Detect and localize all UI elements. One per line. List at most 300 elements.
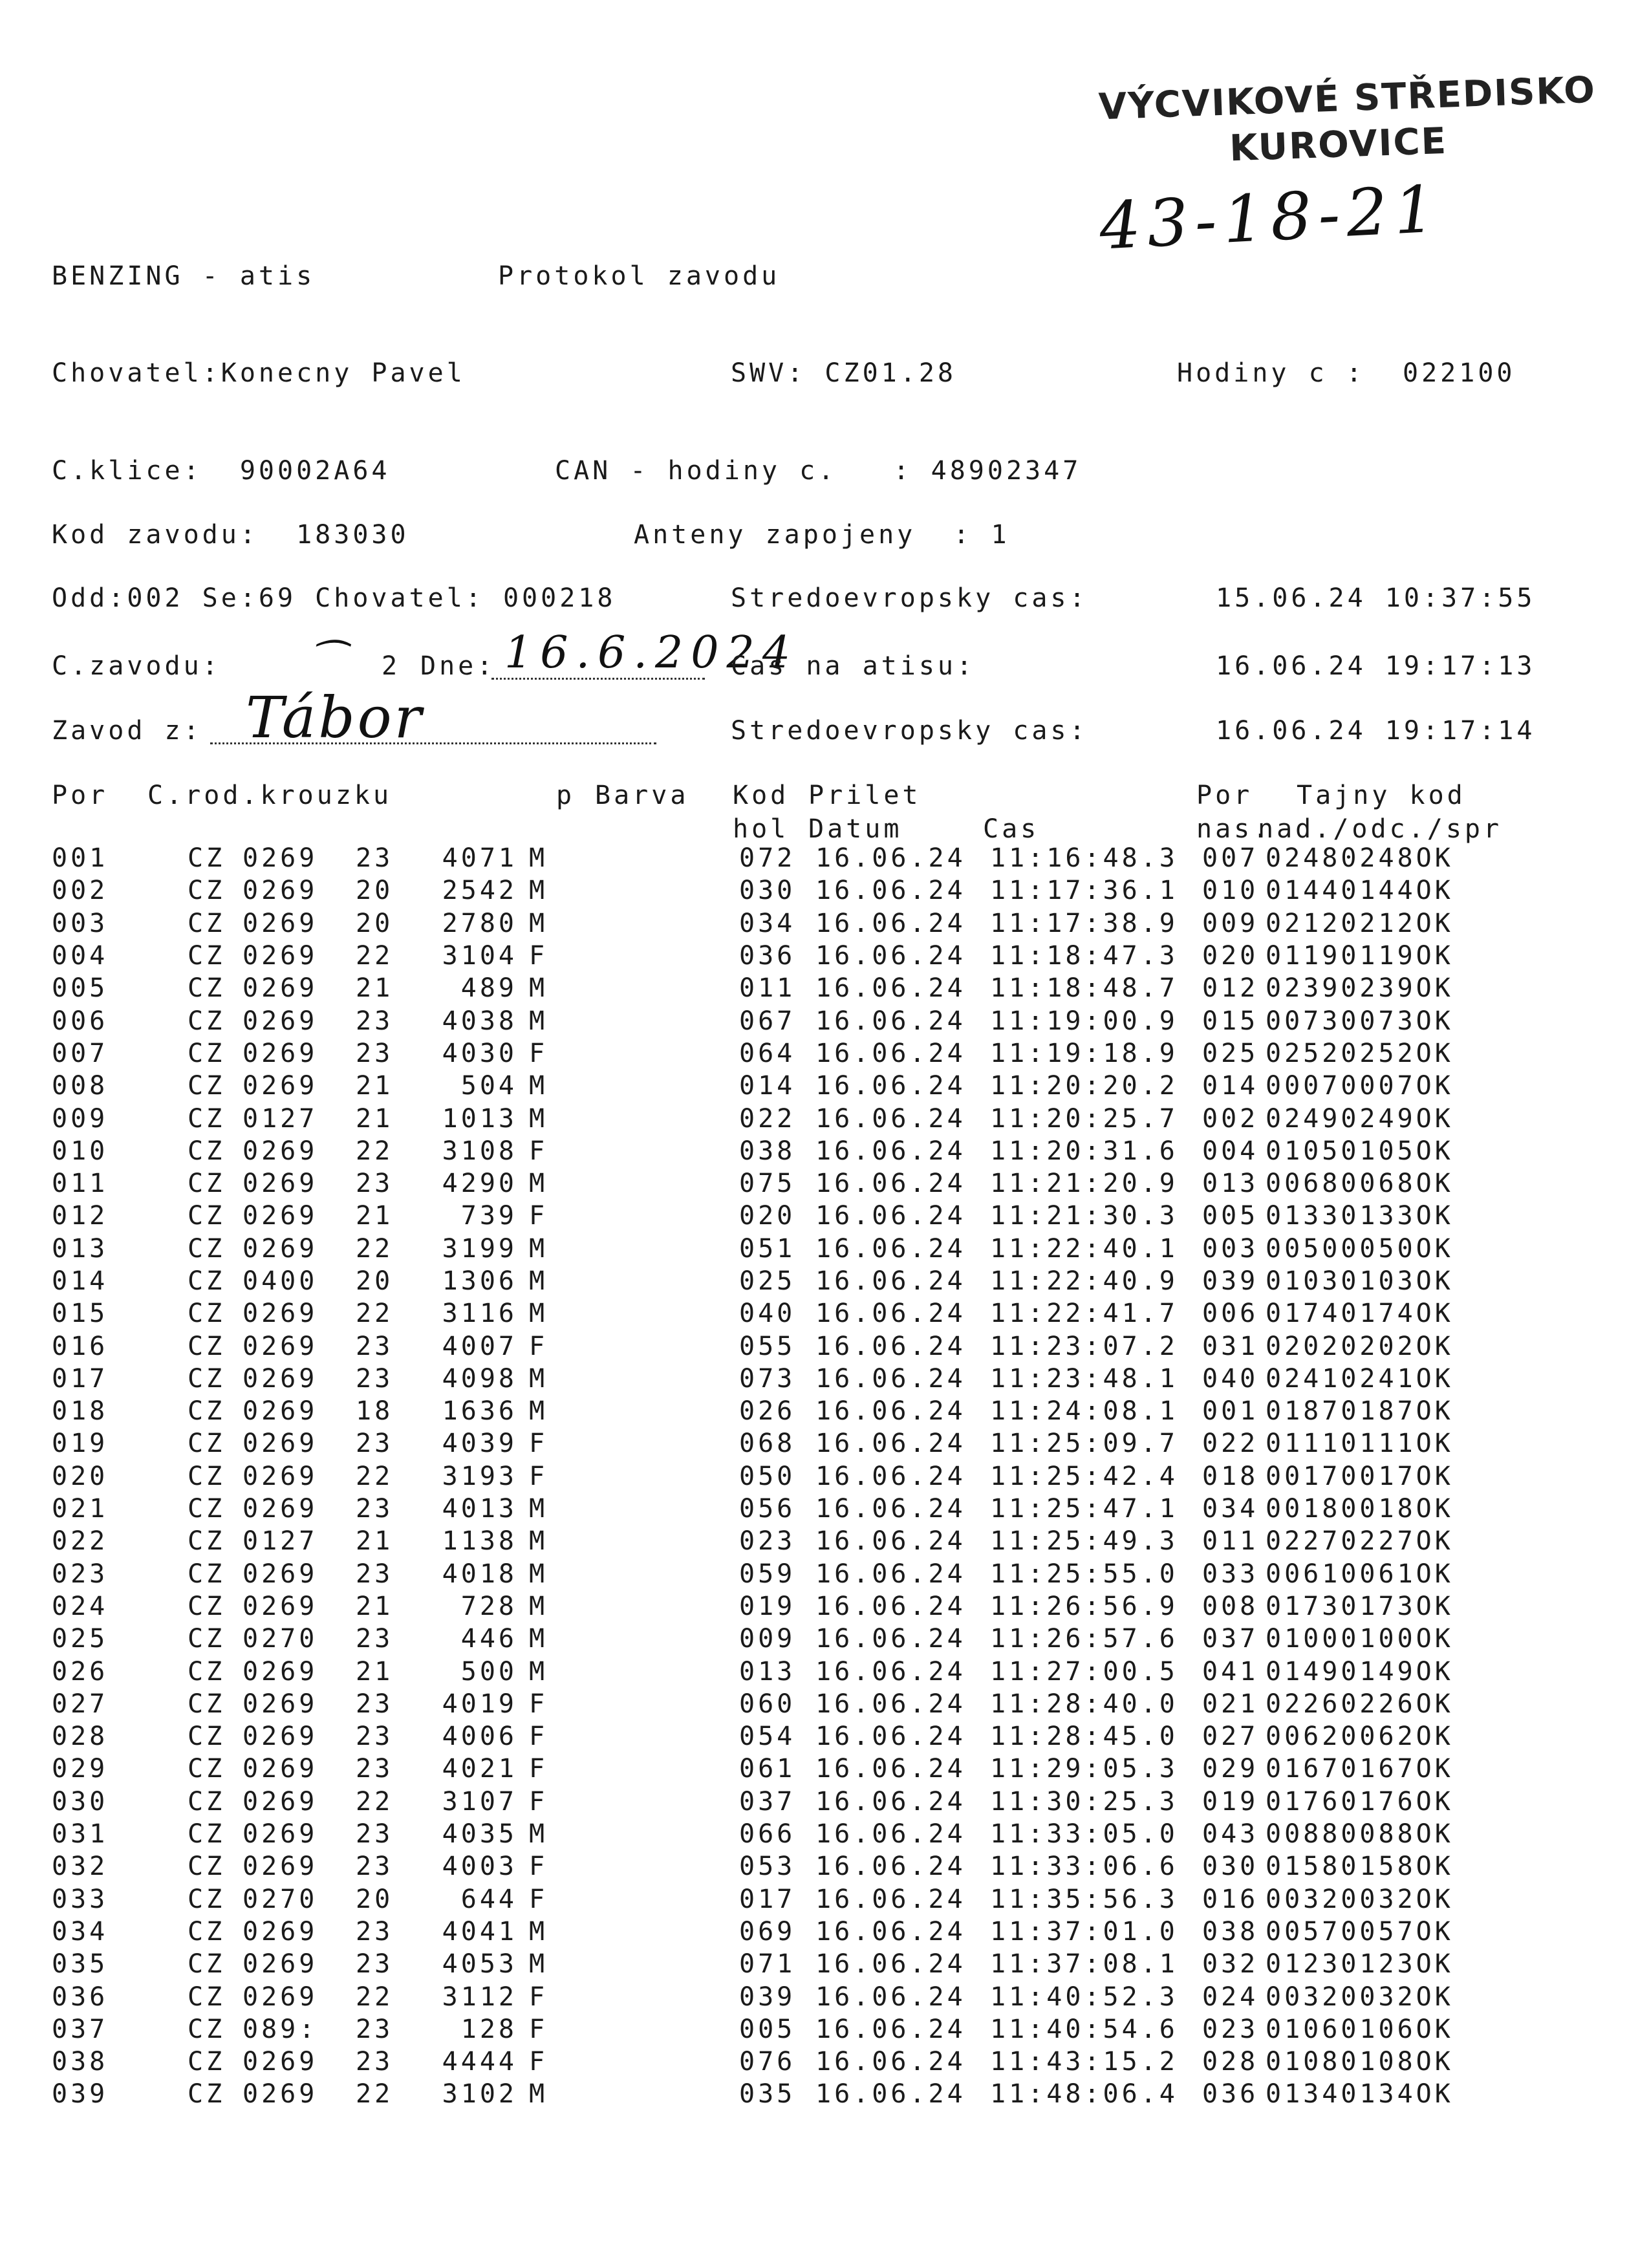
sex: F — [529, 1201, 548, 1231]
table-row — [52, 907, 1468, 940]
ring-number: 3112 — [442, 1982, 517, 2012]
loft-code: 009 — [739, 1624, 796, 1654]
results-body — [52, 842, 1468, 2111]
arrival-time: 11:25:47.1 — [990, 1494, 1178, 1524]
loft-code: 020 — [739, 1201, 796, 1231]
check-status: OK — [1416, 1754, 1454, 1784]
check-status: OK — [1416, 1363, 1454, 1394]
secret-code-basketing: 0149 — [1266, 1656, 1341, 1687]
ring-number: 4019 — [442, 1689, 517, 1719]
check-status: OK — [1416, 1852, 1454, 1882]
secret-code-basketing: 0073 — [1266, 1006, 1341, 1036]
row-position: 009 — [52, 1103, 109, 1134]
secret-code-basketing: 0017 — [1266, 1461, 1341, 1491]
loft-code: 017 — [739, 1884, 796, 1914]
ring-year: 22 — [356, 1786, 394, 1817]
ring-club-code: 0269 — [242, 1299, 318, 1329]
loft-code: 061 — [739, 1754, 796, 1784]
ring-club-code: 0269 — [242, 2047, 318, 2077]
secret-code-basketing: 0133 — [1266, 1201, 1341, 1231]
loft-code: 068 — [739, 1429, 796, 1459]
check-status: OK — [1416, 1656, 1454, 1687]
document-title: Protokol zavodu — [498, 261, 781, 291]
ring-number: 4444 — [442, 2047, 517, 2077]
row-position: 011 — [52, 1169, 109, 1199]
arrival-date: 16.06.24 — [815, 2047, 966, 2077]
secret-code-reading: 0123 — [1341, 1949, 1416, 1980]
arrival-time: 11:40:52.3 — [990, 1982, 1178, 2012]
table-row — [52, 1363, 1468, 1395]
ring-year: 21 — [356, 1201, 394, 1231]
basket-position: 005 — [1202, 1201, 1259, 1231]
organization-info: Odd:002 Se:69 Chovatel: 000218 — [52, 583, 616, 613]
basket-position: 021 — [1202, 1689, 1259, 1719]
arrival-date: 16.06.24 — [815, 1461, 966, 1491]
loft-code: 039 — [739, 1982, 796, 2012]
col-header-ring: C.rod.krouzku — [147, 781, 393, 810]
ring-number: 4098 — [442, 1363, 517, 1394]
basket-position: 010 — [1202, 876, 1259, 906]
sex: M — [529, 1916, 548, 1947]
ring-number: 4039 — [442, 1429, 517, 1459]
ring-year: 22 — [356, 1982, 394, 2012]
secret-code-basketing: 0239 — [1266, 973, 1341, 1004]
sex: M — [529, 1103, 548, 1134]
secret-code-basketing: 0088 — [1266, 1819, 1341, 1850]
ring-year: 23 — [356, 1949, 394, 1980]
ring-club-code: 0269 — [242, 1982, 318, 2012]
loft-code: 051 — [739, 1233, 796, 1264]
arrival-date: 16.06.24 — [815, 843, 966, 874]
row-position: 007 — [52, 1038, 109, 1068]
arrival-date: 16.06.24 — [815, 1331, 966, 1361]
ring-country: CZ — [188, 1071, 226, 1101]
secret-code-basketing: 0249 — [1266, 1103, 1341, 1134]
system-name: BENZING - atis — [52, 261, 316, 291]
table-row — [52, 1070, 1468, 1102]
arrival-time: 11:25:42.4 — [990, 1461, 1178, 1491]
ring-year: 22 — [356, 941, 394, 971]
loft-code: 013 — [739, 1656, 796, 1687]
arrival-date: 16.06.24 — [815, 1852, 966, 1882]
row-position: 005 — [52, 973, 109, 1004]
row-position: 016 — [52, 1331, 109, 1361]
basket-position: 028 — [1202, 2047, 1259, 2077]
secret-code-reading: 0106 — [1341, 2014, 1416, 2044]
ring-country: CZ — [188, 1331, 226, 1361]
basket-position: 018 — [1202, 1461, 1259, 1491]
arrival-date: 16.06.24 — [815, 1526, 966, 1557]
table-row — [52, 842, 1468, 874]
ring-country: CZ — [188, 1884, 226, 1914]
ring-club-code: 0269 — [242, 1722, 318, 1752]
swv-version: SWV: CZ01.28 — [731, 358, 956, 388]
ring-number: 3102 — [442, 2079, 517, 2110]
row-position: 034 — [52, 1916, 109, 1947]
basket-position: 038 — [1202, 1916, 1259, 1947]
organization-stamp — [1098, 69, 1599, 175]
sex: M — [529, 1299, 548, 1329]
loft-code: 038 — [739, 1136, 796, 1166]
arrival-date: 16.06.24 — [815, 1786, 966, 1817]
loft-code: 053 — [739, 1852, 796, 1882]
handwritten-release-place: Tábor — [246, 684, 424, 751]
ring-number: 1306 — [442, 1266, 517, 1296]
arrival-date: 16.06.24 — [815, 1982, 966, 2012]
basket-position: 023 — [1202, 2014, 1259, 2044]
basket-position: 025 — [1202, 1038, 1259, 1068]
row-position: 010 — [52, 1136, 109, 1166]
secret-code-reading: 0061 — [1341, 1559, 1416, 1589]
arrival-date: 16.06.24 — [815, 1136, 966, 1166]
secret-code-reading: 0202 — [1341, 1331, 1416, 1361]
ring-year: 18 — [356, 1396, 394, 1427]
table-row — [52, 1688, 1468, 1720]
secret-code-reading: 0073 — [1341, 1006, 1416, 1036]
ring-club-code: 0269 — [242, 1006, 318, 1036]
secret-code-reading: 0057 — [1341, 1916, 1416, 1947]
race-number-label: C.zavodu: — [52, 651, 221, 681]
secret-code-basketing: 0187 — [1266, 1396, 1341, 1427]
arrival-date: 16.06.24 — [815, 1071, 966, 1101]
secret-code-reading: 0174 — [1341, 1299, 1416, 1329]
ring-year: 20 — [356, 1884, 394, 1914]
row-position: 037 — [52, 2014, 109, 2044]
arrival-date: 16.06.24 — [815, 1916, 966, 1947]
row-position: 031 — [52, 1819, 109, 1850]
arrival-date: 16.06.24 — [815, 1429, 966, 1459]
row-position: 024 — [52, 1591, 109, 1621]
loft-code: 023 — [739, 1526, 796, 1557]
row-position: 028 — [52, 1722, 109, 1752]
ring-country: CZ — [188, 1363, 226, 1394]
table-row — [52, 1655, 1468, 1687]
arrival-time: 11:19:18.9 — [990, 1038, 1178, 1068]
loft-code: 014 — [739, 1071, 796, 1101]
ring-number: 644 — [460, 1884, 517, 1914]
secret-code-basketing: 0068 — [1266, 1169, 1341, 1199]
col-header-prilet: Prilet — [808, 781, 921, 810]
secret-code-reading: 0227 — [1341, 1526, 1416, 1557]
ring-year: 20 — [356, 908, 394, 938]
arrival-date: 16.06.24 — [815, 1689, 966, 1719]
table-row — [52, 1558, 1468, 1590]
arrival-date: 16.06.24 — [815, 1103, 966, 1134]
ring-year: 21 — [356, 1103, 394, 1134]
arrival-time: 11:28:45.0 — [990, 1722, 1178, 1752]
ring-club-code: 0269 — [242, 1949, 318, 1980]
clock-number: Hodiny c : 022100 — [1177, 358, 1516, 388]
row-position: 020 — [52, 1461, 109, 1491]
arrival-date: 16.06.24 — [815, 1949, 966, 1980]
ring-country: CZ — [188, 1266, 226, 1296]
loft-code: 071 — [739, 1949, 796, 1980]
table-row — [52, 1233, 1468, 1265]
loft-code: 026 — [739, 1396, 796, 1427]
sex: M — [529, 1819, 548, 1850]
basket-position: 031 — [1202, 1331, 1259, 1361]
ring-country: CZ — [188, 876, 226, 906]
ring-club-code: 0270 — [242, 1624, 318, 1654]
table-row — [52, 1167, 1468, 1200]
arrival-date: 16.06.24 — [815, 1754, 966, 1784]
table-row — [52, 1980, 1468, 2013]
secret-code-basketing: 0032 — [1266, 1884, 1341, 1914]
sex: F — [529, 1786, 548, 1817]
arrival-time: 11:27:00.5 — [990, 1656, 1178, 1687]
ring-number: 1013 — [442, 1103, 517, 1134]
loft-code: 030 — [739, 876, 796, 906]
sex: M — [529, 973, 548, 1004]
arrival-time: 11:20:20.2 — [990, 1071, 1178, 1101]
col-header-color: Barva — [595, 781, 689, 810]
ring-year: 20 — [356, 1266, 394, 1296]
arrival-time: 11:23:48.1 — [990, 1363, 1178, 1394]
ring-year: 21 — [356, 1526, 394, 1557]
secret-code-basketing: 0226 — [1266, 1689, 1341, 1719]
race-code: Kod zavodu: 183030 — [52, 520, 409, 550]
basket-position: 001 — [1202, 1396, 1259, 1427]
arrival-date: 16.06.24 — [815, 1656, 966, 1687]
breeder-name: Chovatel:Konecny Pavel — [52, 358, 466, 388]
basket-position: 043 — [1202, 1819, 1259, 1850]
row-position: 033 — [52, 1884, 109, 1914]
ring-number: 504 — [460, 1071, 517, 1101]
sex: F — [529, 2047, 548, 2077]
ring-club-code: 0127 — [242, 1526, 318, 1557]
ring-country: CZ — [188, 1299, 226, 1329]
arrival-date: 16.06.24 — [815, 1559, 966, 1589]
ring-club-code: 0269 — [242, 1071, 318, 1101]
check-status: OK — [1416, 2014, 1454, 2044]
ring-club-code: 0269 — [242, 1786, 318, 1817]
row-position: 004 — [52, 941, 109, 971]
sex: M — [529, 908, 548, 938]
secret-code-basketing: 0173 — [1266, 1591, 1341, 1621]
secret-code-reading: 0248 — [1341, 843, 1416, 874]
ring-year: 21 — [356, 1071, 394, 1101]
secret-code-basketing: 0144 — [1266, 876, 1341, 906]
secret-code-basketing: 0032 — [1266, 1982, 1341, 2012]
ring-club-code: 0269 — [242, 1169, 318, 1199]
basket-position: 039 — [1202, 1266, 1259, 1296]
basket-position: 020 — [1202, 941, 1259, 971]
ring-year: 23 — [356, 1169, 394, 1199]
arrival-time: 11:17:38.9 — [990, 908, 1178, 938]
check-status: OK — [1416, 2079, 1454, 2110]
secret-code-reading: 0007 — [1341, 1071, 1416, 1101]
row-position: 018 — [52, 1396, 109, 1427]
ring-number: 3104 — [442, 941, 517, 971]
secret-code-reading: 0241 — [1341, 1363, 1416, 1394]
ring-number: 4290 — [442, 1169, 517, 1199]
arrival-time: 11:16:48.3 — [990, 843, 1178, 874]
basket-position: 022 — [1202, 1429, 1259, 1459]
col-header-por: Por — [52, 781, 109, 810]
ring-number: 4007 — [442, 1331, 517, 1361]
row-position: 038 — [52, 2047, 109, 2077]
secret-code-basketing: 0252 — [1266, 1038, 1341, 1068]
ring-year: 23 — [356, 1429, 394, 1459]
arrival-time: 11:25:55.0 — [990, 1559, 1178, 1589]
secret-code-basketing: 0018 — [1266, 1494, 1341, 1524]
arrival-date: 16.06.24 — [815, 973, 966, 1004]
check-status: OK — [1416, 1624, 1454, 1654]
table-row — [52, 1623, 1468, 1655]
ring-number: 128 — [460, 2014, 517, 2044]
ring-country: CZ — [188, 973, 226, 1004]
ring-club-code: 0269 — [242, 1656, 318, 1687]
sex: F — [529, 1429, 548, 1459]
check-status: OK — [1416, 1591, 1454, 1621]
check-status: OK — [1416, 1038, 1454, 1068]
arrival-time: 11:33:06.6 — [990, 1852, 1178, 1882]
check-status: OK — [1416, 1689, 1454, 1719]
basket-position: 024 — [1202, 1982, 1259, 2012]
ring-country: CZ — [188, 2014, 226, 2044]
row-position: 030 — [52, 1786, 109, 1817]
arrival-time: 11:20:25.7 — [990, 1103, 1178, 1134]
ring-number: 4018 — [442, 1559, 517, 1589]
ring-country: CZ — [188, 1461, 226, 1491]
check-status: OK — [1416, 2047, 1454, 2077]
secret-code-basketing: 0100 — [1266, 1624, 1341, 1654]
ring-country: CZ — [188, 1201, 226, 1231]
ring-number: 4006 — [442, 1722, 517, 1752]
arrival-time: 11:25:49.3 — [990, 1526, 1178, 1557]
ring-number: 4003 — [442, 1852, 517, 1882]
basket-position: 027 — [1202, 1722, 1259, 1752]
secret-code-basketing: 0050 — [1266, 1233, 1341, 1264]
ring-number: 500 — [460, 1656, 517, 1687]
secret-code-reading: 0149 — [1341, 1656, 1416, 1687]
atis-time-value: 16.06.24 19:17:13 — [1216, 651, 1536, 681]
secret-code-reading: 0239 — [1341, 973, 1416, 1004]
ring-country: CZ — [188, 1786, 226, 1817]
table-row — [52, 1427, 1468, 1460]
basket-position: 034 — [1202, 1494, 1259, 1524]
basket-position: 002 — [1202, 1103, 1259, 1134]
sex: M — [529, 1494, 548, 1524]
table-row — [52, 972, 1468, 1004]
loft-code: 064 — [739, 1038, 796, 1068]
ring-country: CZ — [188, 1494, 226, 1524]
ring-club-code: 0269 — [242, 1494, 318, 1524]
loft-code: 059 — [739, 1559, 796, 1589]
table-row — [52, 1850, 1468, 1883]
secret-code-basketing: 0106 — [1266, 2014, 1341, 2044]
check-status: OK — [1416, 1071, 1454, 1101]
sex: M — [529, 1266, 548, 1296]
ring-year: 21 — [356, 1656, 394, 1687]
ring-country: CZ — [188, 1689, 226, 1719]
ring-year: 22 — [356, 2079, 394, 2110]
ring-year: 23 — [356, 1038, 394, 1068]
row-position: 008 — [52, 1071, 109, 1101]
secret-code-reading: 0017 — [1341, 1461, 1416, 1491]
loft-code: 011 — [739, 973, 796, 1004]
basket-position: 037 — [1202, 1624, 1259, 1654]
ring-year: 23 — [356, 2047, 394, 2077]
secret-code-basketing: 0061 — [1266, 1559, 1341, 1589]
row-position: 027 — [52, 1689, 109, 1719]
table-row — [52, 1135, 1468, 1167]
row-position: 021 — [52, 1494, 109, 1524]
basket-position: 029 — [1202, 1754, 1259, 1784]
loft-code: 040 — [739, 1299, 796, 1329]
check-status: OK — [1416, 1559, 1454, 1589]
arrival-time: 11:21:30.3 — [990, 1201, 1178, 1231]
check-status: OK — [1416, 1201, 1454, 1231]
col-header-date: Datum — [808, 814, 903, 844]
handwritten-race-date: 16.6.2024 — [504, 627, 799, 678]
basket-position: 033 — [1202, 1559, 1259, 1589]
basket-position: 013 — [1202, 1169, 1259, 1199]
arrival-time: 11:19:00.9 — [990, 1006, 1178, 1036]
ring-number: 4030 — [442, 1038, 517, 1068]
basket-position: 008 — [1202, 1591, 1259, 1621]
ring-year: 23 — [356, 1916, 394, 1947]
ring-country: CZ — [188, 2079, 226, 2110]
sex: F — [529, 1754, 548, 1784]
loft-code: 036 — [739, 941, 796, 971]
ring-club-code: 0269 — [242, 1136, 318, 1166]
ring-year: 21 — [356, 1591, 394, 1621]
ring-country: CZ — [188, 1949, 226, 1980]
table-row — [52, 1395, 1468, 1427]
arrival-time: 11:22:40.1 — [990, 1233, 1178, 1264]
ring-year: 23 — [356, 1363, 394, 1394]
ring-number: 4038 — [442, 1006, 517, 1036]
ring-country: CZ — [188, 1038, 226, 1068]
table-row — [52, 2013, 1468, 2046]
ring-country: CZ — [188, 1136, 226, 1166]
ring-country: CZ — [188, 1982, 226, 2012]
ring-country: CZ — [188, 1006, 226, 1036]
ring-club-code: 0269 — [242, 1754, 318, 1784]
arrival-time: 11:48:06.4 — [990, 2079, 1178, 2110]
sex: M — [529, 843, 548, 874]
row-position: 025 — [52, 1624, 109, 1654]
secret-code-basketing: 0167 — [1266, 1754, 1341, 1784]
basket-position: 036 — [1202, 2079, 1259, 2110]
row-position: 026 — [52, 1656, 109, 1687]
basket-position: 012 — [1202, 973, 1259, 1004]
ring-number: 489 — [460, 973, 517, 1004]
secret-code-reading: 0032 — [1341, 1884, 1416, 1914]
ring-number: 4021 — [442, 1754, 517, 1784]
table-row — [52, 1297, 1468, 1330]
ring-club-code: 0269 — [242, 1559, 318, 1589]
ring-number: 1138 — [442, 1526, 517, 1557]
sex: M — [529, 1656, 548, 1687]
table-row — [52, 1786, 1468, 1818]
ring-year: 22 — [356, 1136, 394, 1166]
arrival-date: 16.06.24 — [815, 876, 966, 906]
arrival-date: 16.06.24 — [815, 1494, 966, 1524]
loft-code: 060 — [739, 1689, 796, 1719]
check-status: OK — [1416, 843, 1454, 874]
basket-position: 009 — [1202, 908, 1259, 938]
sex: M — [529, 1233, 548, 1264]
sex: M — [529, 1591, 548, 1621]
col-header-hol-2: hol — [733, 814, 790, 844]
arrival-date: 16.06.24 — [815, 1396, 966, 1427]
ring-year: 23 — [356, 1852, 394, 1882]
ring-country: CZ — [188, 1722, 226, 1752]
loft-code: 034 — [739, 908, 796, 938]
ring-number: 2542 — [442, 876, 517, 906]
